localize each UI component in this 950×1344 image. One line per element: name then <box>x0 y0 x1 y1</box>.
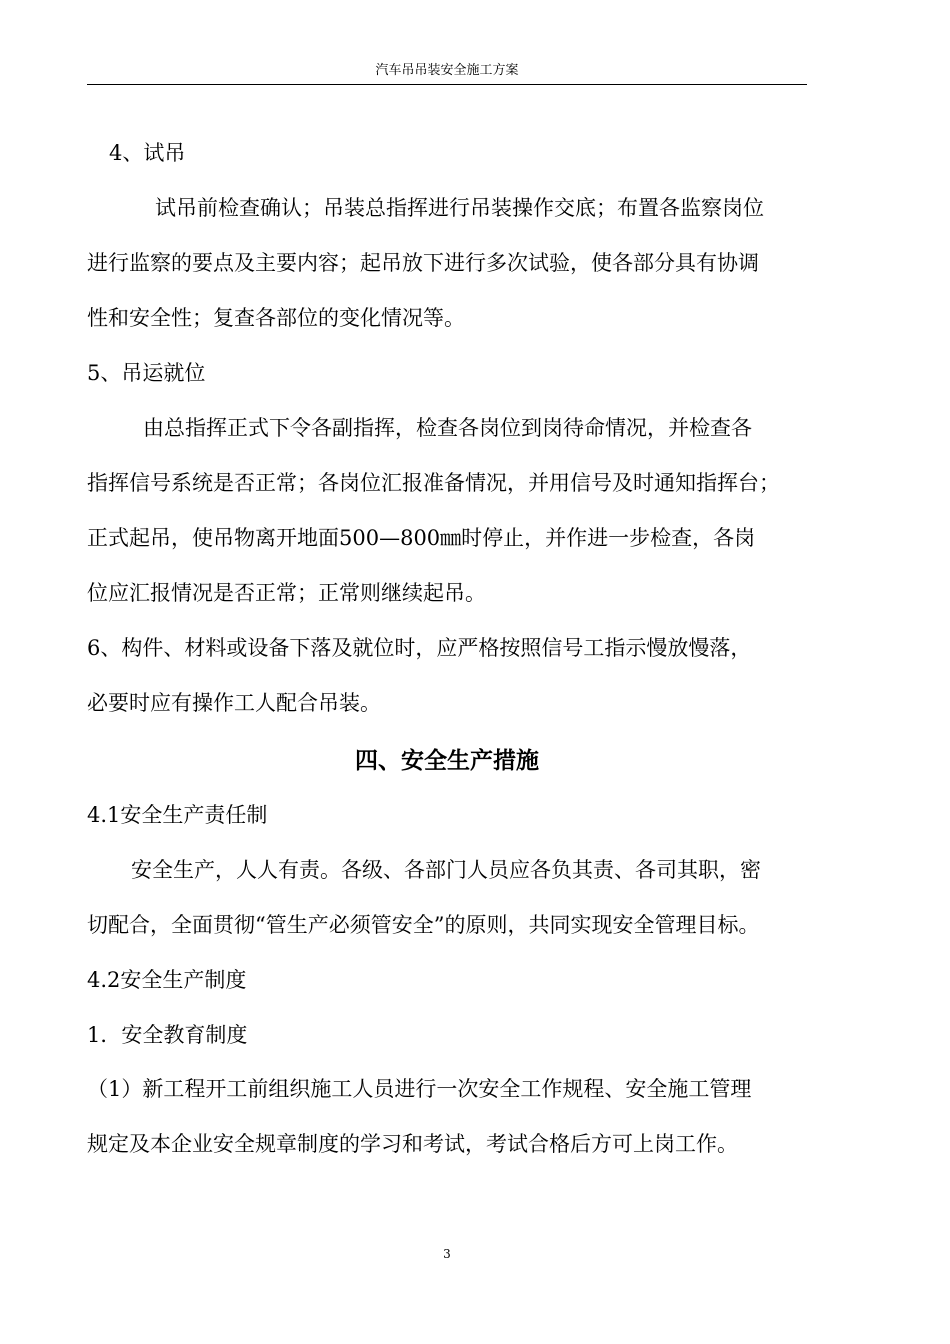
subheading-trial-lift: 4、试吊 <box>109 141 186 165</box>
subheading-lift-transport: 5、吊运就位 <box>87 361 206 385</box>
paragraph-line: 性和安全性；复查各部位的变化情况等。 <box>87 306 465 330</box>
subheading-responsibility: 4.1安全生产责任制 <box>87 803 268 827</box>
paragraph-line: 切配合，全面贯彻“管生产必须管安全”的原则，共同实现安全管理目标。 <box>87 913 760 937</box>
paragraph-line: 进行监察的要点及主要内容；起吊放下进行多次试验，使各部分具有协调 <box>87 251 759 275</box>
paragraph-line: 由总指挥正式下令各副指挥，检查各岗位到岗待命情况，并检查各 <box>143 416 752 440</box>
header-divider <box>87 84 807 85</box>
paragraph-line: 6、构件、材料或设备下落及就位时，应严格按照信号工指示慢放慢落， <box>87 636 752 660</box>
paragraph-line: （1）新工程开工前组织施工人员进行一次安全工作规程、安全施工管理 <box>87 1077 752 1101</box>
paragraph-line: 试吊前检查确认；吊装总指挥进行吊装操作交底；布置各监察岗位 <box>155 196 764 220</box>
page-number: 3 <box>443 1247 451 1261</box>
subheading-safety-system: 4.2安全生产制度 <box>87 968 247 992</box>
paragraph-line: 指挥信号系统是否正常；各岗位汇报准备情况，并用信号及时通知指挥台； <box>87 471 780 495</box>
section-title: 四、安全生产措施 <box>355 747 539 774</box>
subheading-education: 1．安全教育制度 <box>87 1023 248 1047</box>
paragraph-line: 必要时应有操作工人配合吊装。 <box>87 691 381 715</box>
paragraph-line: 规定及本企业安全规章制度的学习和考试，考试合格后方可上岗工作。 <box>87 1132 738 1156</box>
paragraph-line: 正式起吊，使吊物离开地面500—800㎜时停止，并作进一步检查，各岗 <box>87 526 756 550</box>
paragraph-line: 安全生产，人人有责。各级、各部门人员应各负其责、各司其职，密 <box>131 858 761 882</box>
paragraph-line: 位应汇报情况是否正常；正常则继续起吊。 <box>87 581 486 605</box>
page-header: 汽车吊吊装安全施工方案 <box>375 63 519 78</box>
